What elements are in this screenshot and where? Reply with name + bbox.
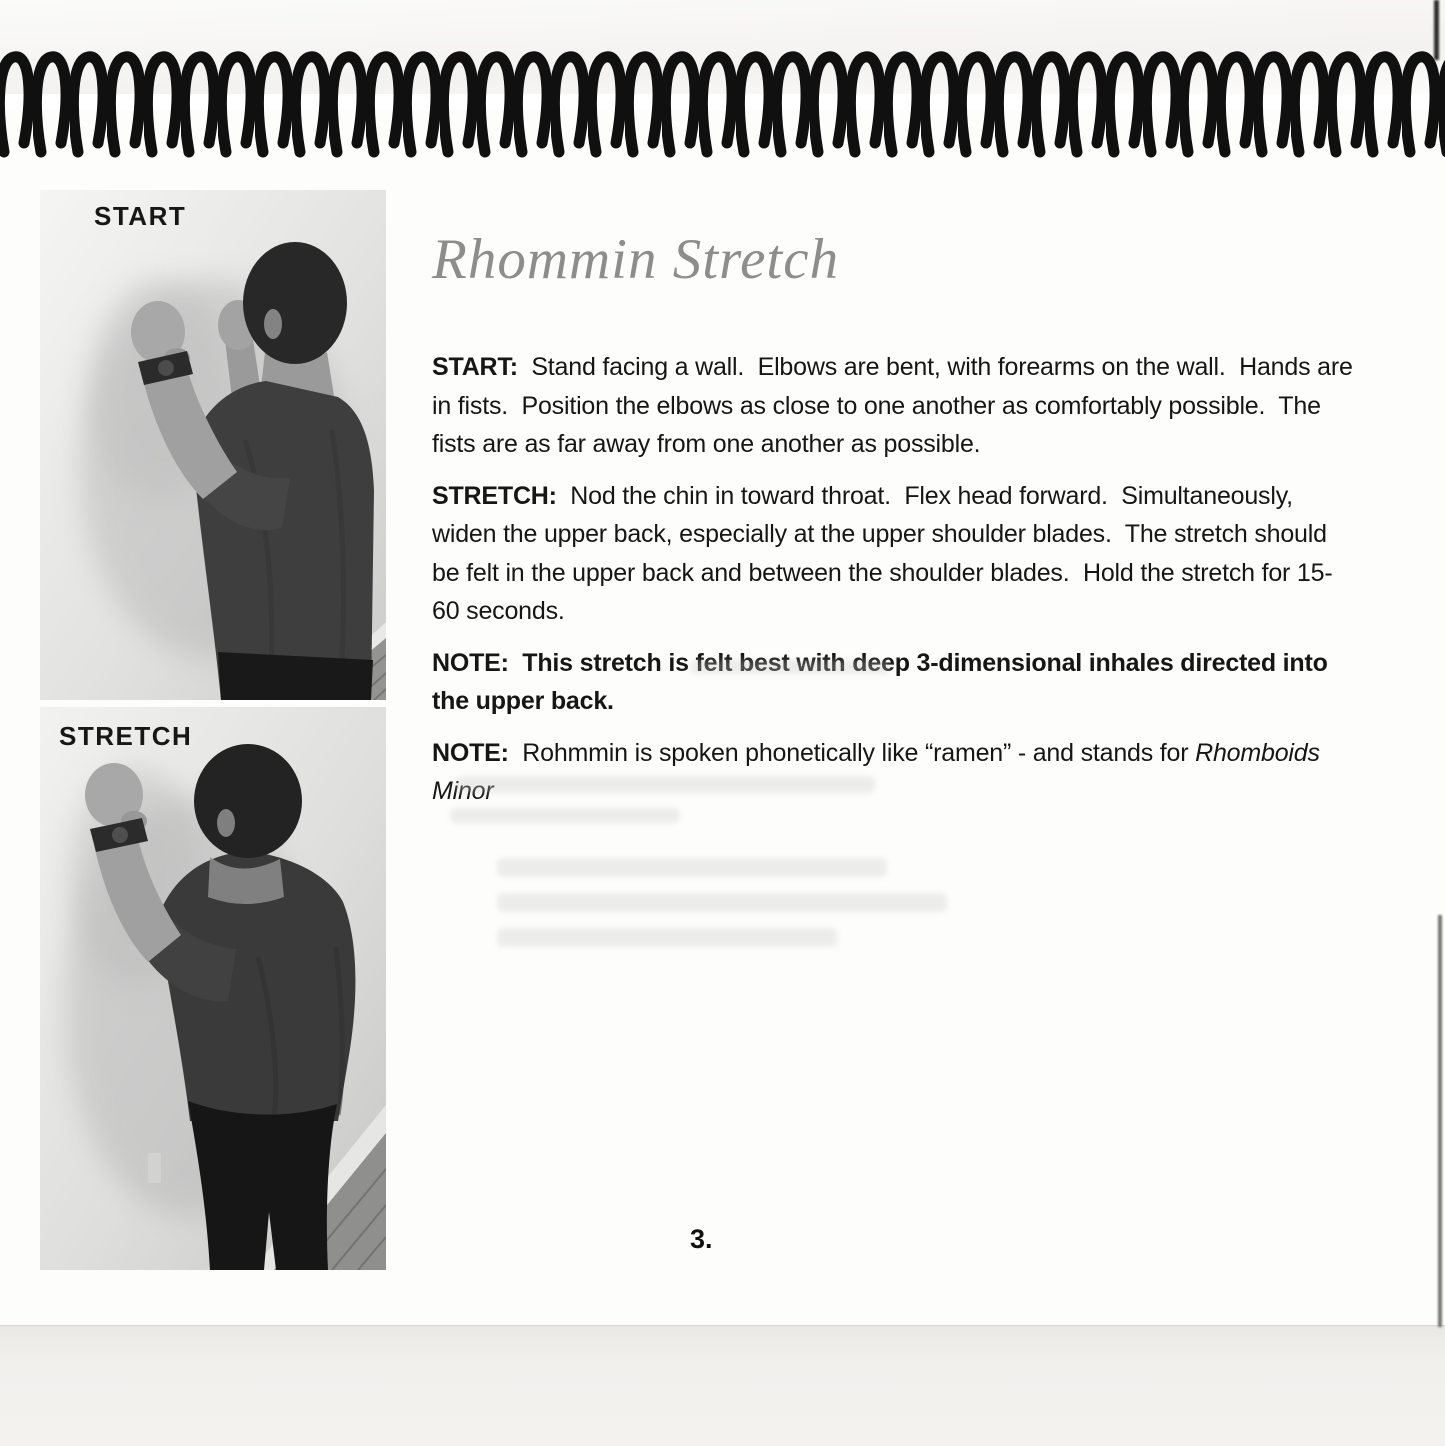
spiral-binding bbox=[0, 44, 1445, 162]
coil-pattern-strip bbox=[0, 44, 1445, 162]
start-paragraph: START: Stand facing a wall. Elbows are bent, with forearms on the wall. Hands are in fists. Position the elbows as close to one another as comfortably possible. The fists are as far away from one another as possible. bbox=[432, 353, 1360, 458]
paragraph-label: NOTE: bbox=[432, 648, 509, 677]
note-breathing-paragraph: NOTE: This stretch is felt best with deep 3-dimensional inhales directed into the upper back. bbox=[432, 648, 1335, 715]
pants bbox=[218, 652, 373, 700]
photo-label-stretch: STRETCH bbox=[59, 721, 193, 751]
ghost-text-line bbox=[497, 928, 837, 947]
photo-label-start: START bbox=[94, 201, 187, 231]
page-edge-shadow-right bbox=[1438, 915, 1442, 1327]
paragraph-label: STRETCH: bbox=[432, 481, 557, 510]
exercise-photo-start-illustration bbox=[40, 190, 386, 700]
pants bbox=[188, 1101, 337, 1270]
stretch-paragraph: STRETCH: Nod the chin in toward throat. Flex head forward. Simultaneously, widen the upper back, especially at the upper shoulder blades. The stretch should be felt in the upper back and between the shoulder blades. Hold the stretch for 15-60 seconds. bbox=[432, 481, 1334, 625]
photo-start bbox=[40, 190, 386, 700]
exercise-photo-stretch-illustration bbox=[40, 707, 386, 1270]
page-number: 3. bbox=[690, 1224, 713, 1254]
text-column bbox=[432, 224, 1360, 824]
page-title: Rhommin Stretch bbox=[432, 228, 840, 291]
note-pronunciation-paragraph: NOTE: Rohmmin is spoken phonetically like “ramen” - and stands for Rhomboids Minor bbox=[432, 738, 1327, 805]
page-edge-shadow-top-right bbox=[1434, 0, 1439, 60]
ghost-text-line bbox=[497, 858, 887, 877]
background-surface-bottom bbox=[0, 1325, 1445, 1446]
photo-stretch bbox=[40, 707, 386, 1270]
wall-outlet bbox=[148, 1153, 161, 1183]
page bbox=[0, 108, 1445, 1326]
paragraph-label: START: bbox=[432, 353, 518, 381]
paragraph-label: NOTE: bbox=[432, 738, 509, 767]
ghost-text-line bbox=[497, 893, 947, 912]
